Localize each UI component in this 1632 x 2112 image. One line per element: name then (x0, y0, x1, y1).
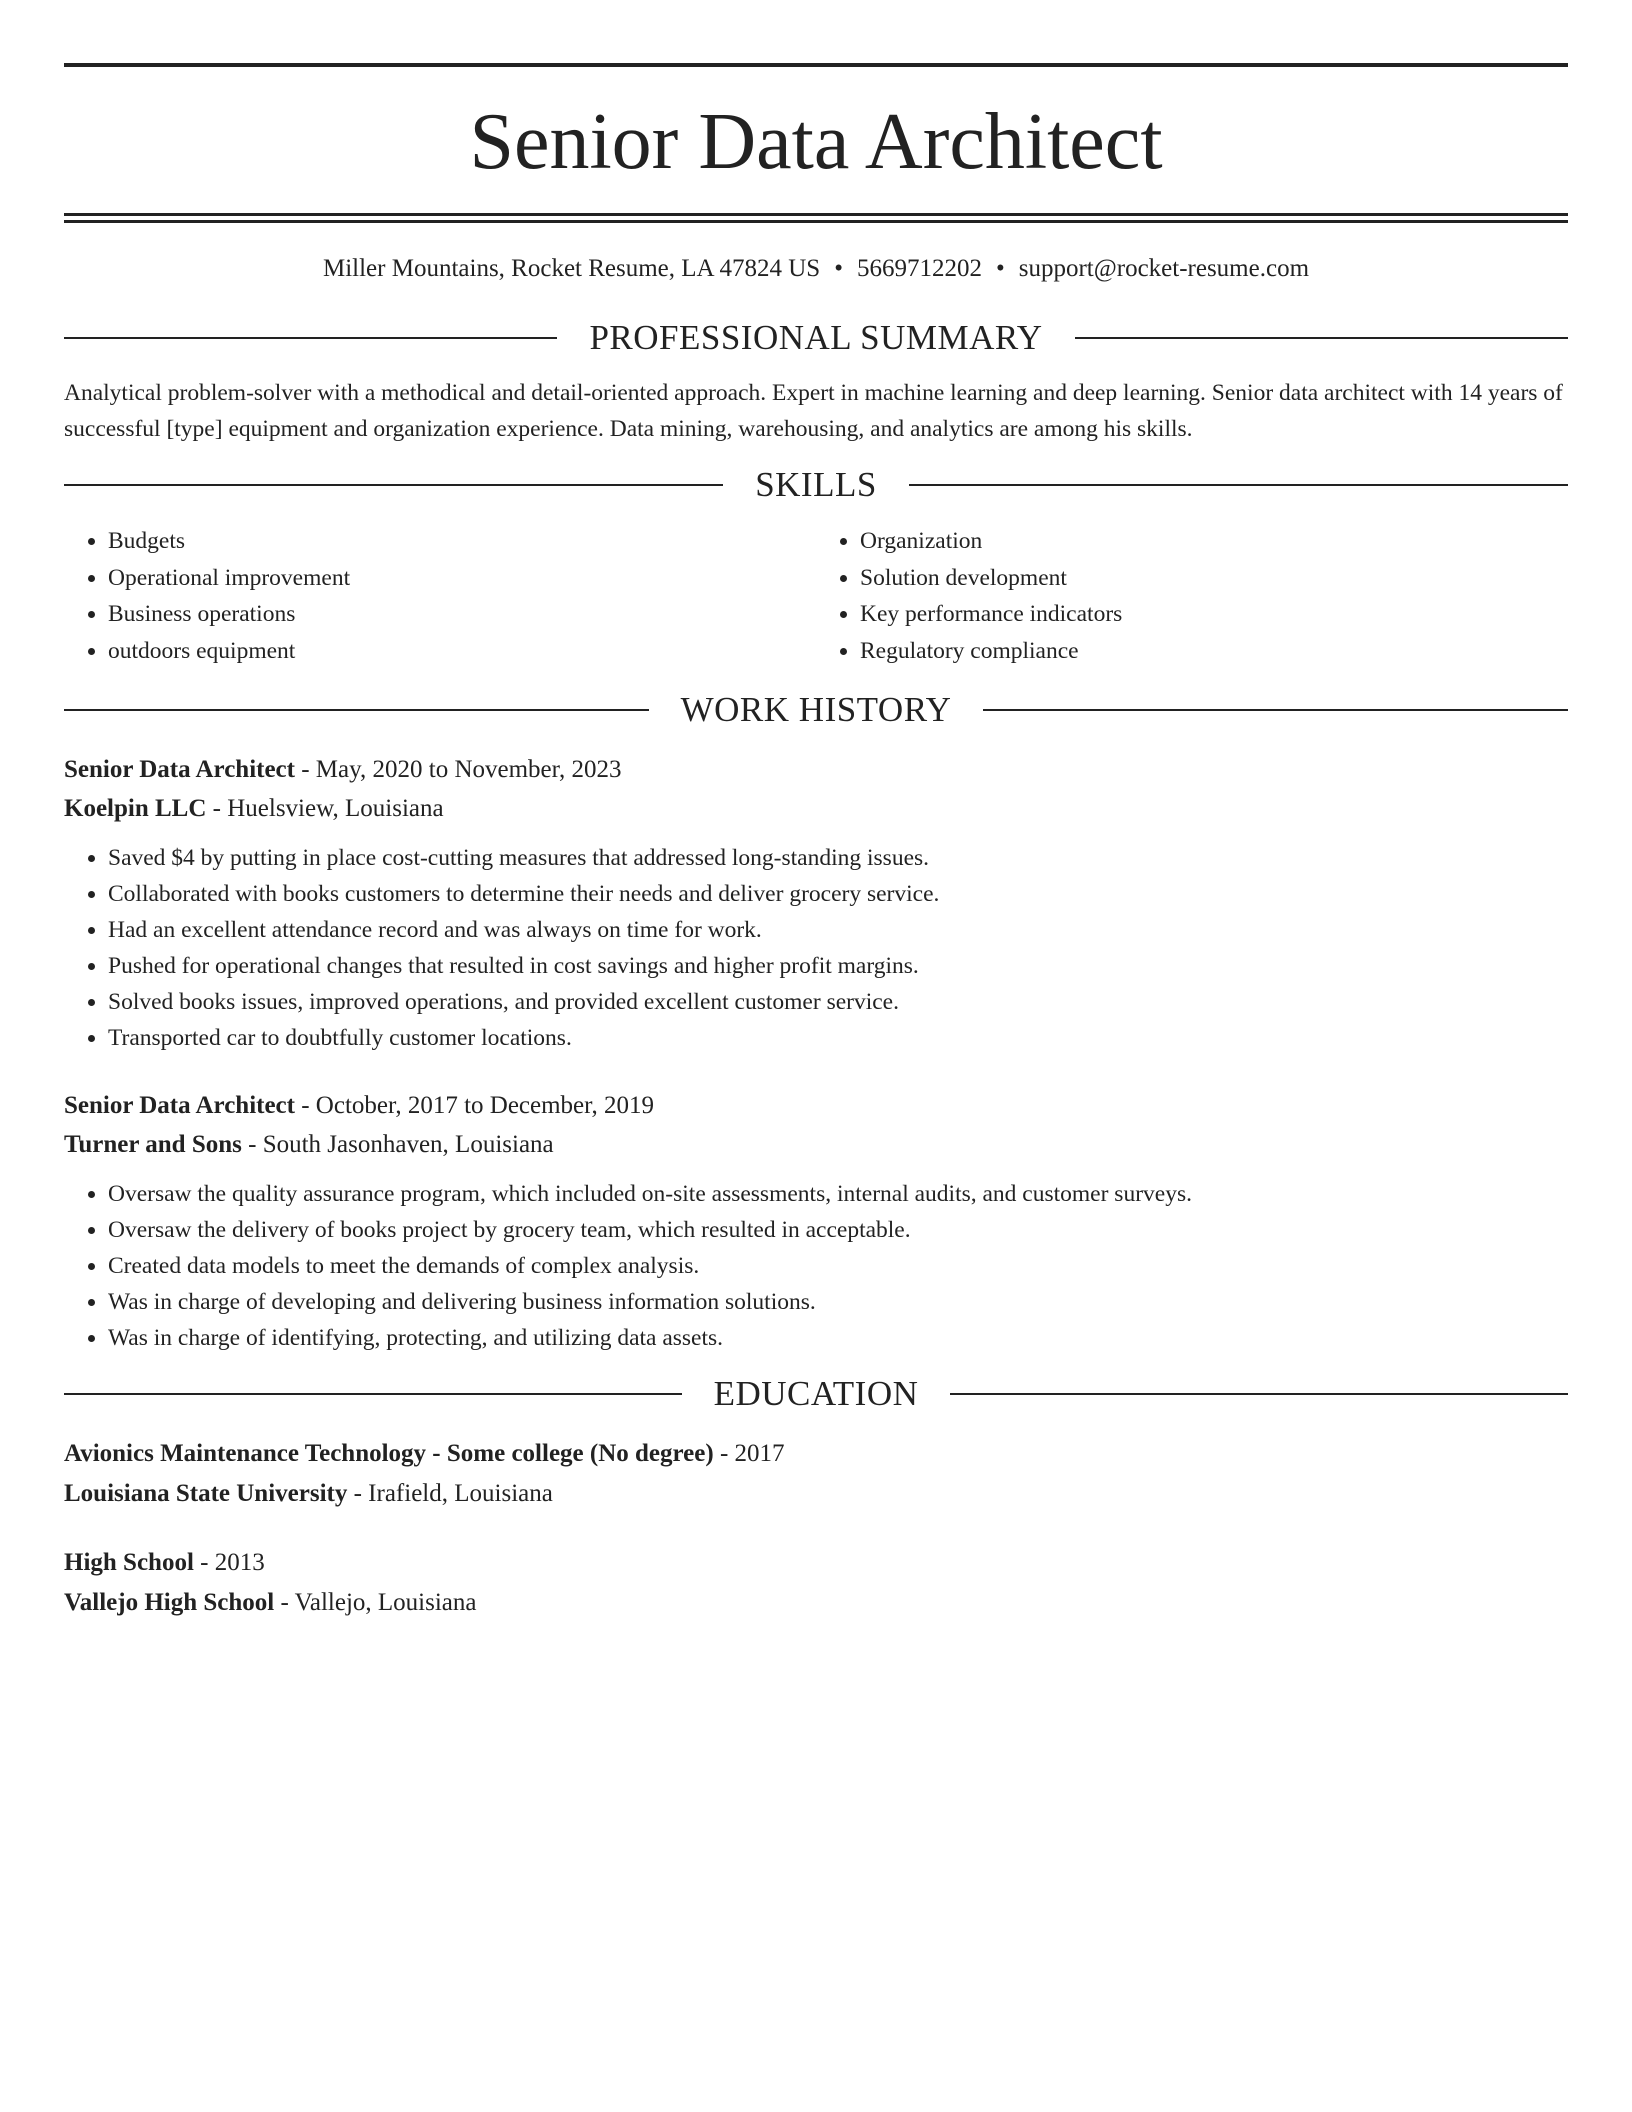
education-year: - 2013 (193, 1549, 265, 1576)
education-degree-line (64, 1543, 1568, 1583)
contact-line (64, 254, 1568, 284)
job-company-line (64, 1125, 1568, 1164)
job-bullet: • Had an excellent attendance record and was always on time for work. (108, 912, 1568, 948)
education-section-heading (64, 1374, 1568, 1414)
skills-list (64, 523, 1568, 669)
education-school: Vallejo High School (64, 1588, 275, 1616)
skill-item: • Operational improvement (108, 560, 816, 597)
resume-title: Senior Data Architect (469, 98, 1163, 186)
job-bullets (64, 1176, 1568, 1356)
heading-rule (64, 1393, 682, 1395)
heading-rule (950, 1393, 1568, 1395)
heading-rule (1075, 337, 1568, 339)
contact-email: support@rocket-resume.com (1018, 255, 1310, 282)
skills-column-left (64, 523, 816, 669)
double-rule (64, 213, 1568, 223)
job-bullets (64, 840, 1568, 1056)
heading-rule (983, 709, 1568, 711)
work-heading: WORK HISTORY (680, 690, 952, 729)
heading-rule (64, 484, 723, 486)
skill-item: • Business operations (108, 596, 816, 633)
resume-page (64, 0, 1568, 1622)
skill-item: • Key performance indicators (860, 596, 1568, 633)
job-bullet: • Created data models to meet the demands of complex analysis. (108, 1248, 1568, 1284)
job-entry (64, 750, 1568, 1056)
skill-item: • Organization (860, 523, 1568, 560)
job-title: Senior Data Architect (64, 1092, 295, 1119)
job-bullet: • Was in charge of identifying, protecting, and utilizing data assets. (108, 1320, 1568, 1356)
heading-rule (64, 337, 557, 339)
education-entry (64, 1434, 1568, 1513)
job-location: - Huelsview, Louisiana (206, 795, 444, 822)
job-bullet: • Transported car to doubtfully customer locations. (108, 1020, 1568, 1056)
top-rule (64, 63, 1568, 67)
education-location: - Irafield, Louisiana (347, 1479, 553, 1507)
contact-separator: • (834, 255, 843, 282)
education-entry (64, 1543, 1568, 1622)
skill-item: • Budgets (108, 523, 816, 560)
job-bullet: • Oversaw the delivery of books project by grocery team, which resulted in acceptable. (108, 1212, 1568, 1248)
job-dates: - May, 2020 to November, 2023 (294, 756, 622, 783)
summary-heading: PROFESSIONAL SUMMARY (589, 318, 1043, 357)
job-bullet: • Saved $4 by putting in place cost-cutting measures that addressed long-standing issues. (108, 840, 1568, 876)
education-year: - 2017 (713, 1440, 785, 1467)
education-degree-line (64, 1434, 1568, 1474)
heading-rule (64, 709, 649, 711)
job-bullet: • Solved books issues, improved operations, and provided excellent customer service. (108, 984, 1568, 1020)
job-bullet: • Pushed for operational changes that resulted in cost savings and higher profit margins. (108, 948, 1568, 984)
education-location: - Vallejo, Louisiana (274, 1588, 477, 1616)
skills-section-heading (64, 465, 1568, 505)
job-bullet: • Was in charge of developing and delivering business information solutions. (108, 1284, 1568, 1320)
summary-text: Analytical problem-solver with a methodical and detail-oriented approach. Expert in machine learning and deep learning. Senior data architect with 14 years of successful [type] equipment and organization experience. Data mining, warehousing, and analytics are among his skills. (64, 380, 1563, 442)
heading-rule (909, 484, 1568, 486)
job-bullet: • Collaborated with books customers to determine their needs and deliver grocery service. (108, 876, 1568, 912)
education-degree: Avionics Maintenance Technology - Some college (No degree) (64, 1440, 714, 1467)
skill-item: • outdoors equipment (108, 633, 816, 670)
summary-section-heading (64, 318, 1568, 358)
contact-address: Miller Mountains, Rocket Resume, LA 47824 US (322, 255, 821, 282)
education-school-line (64, 1583, 1568, 1623)
skills-heading: SKILLS (755, 465, 877, 504)
job-title-line (64, 1086, 1568, 1125)
job-bullet: • Oversaw the quality assurance program, which included on-site assessments, internal audits, and customer surveys. (108, 1176, 1568, 1212)
job-entry (64, 1086, 1568, 1356)
contact-phone: 5669712202 (856, 255, 982, 282)
education-heading: EDUCATION (713, 1374, 919, 1413)
education-school: Louisiana State University (64, 1479, 348, 1507)
education-degree: High School (64, 1549, 194, 1576)
job-title-line (64, 750, 1568, 789)
skills-column-right (816, 523, 1568, 669)
job-location: - South Jasonhaven, Louisiana (241, 1131, 554, 1158)
job-company-line (64, 789, 1568, 828)
job-company: Koelpin LLC (64, 795, 207, 822)
skill-item: • Regulatory compliance (860, 633, 1568, 670)
job-title: Senior Data Architect (64, 756, 295, 783)
work-section-heading (64, 690, 1568, 730)
contact-separator: • (995, 255, 1005, 282)
job-company: Turner and Sons (64, 1131, 242, 1158)
job-dates: - October, 2017 to December, 2019 (294, 1092, 654, 1119)
skill-item: • Solution development (860, 560, 1568, 597)
education-school-line (64, 1474, 1568, 1514)
